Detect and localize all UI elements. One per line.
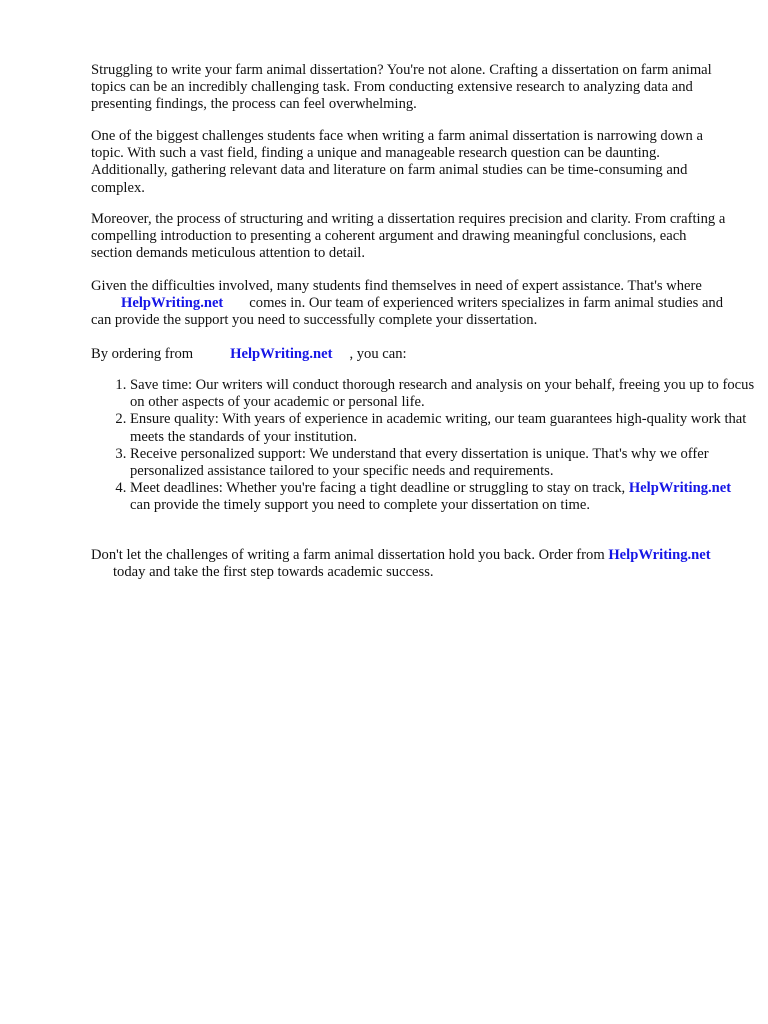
closing-text-after: today and take the first step towards academic success. <box>113 564 434 581</box>
ordering-text-before: By ordering from <box>91 346 194 362</box>
helpwriting-link[interactable]: HelpWriting.net <box>230 346 333 362</box>
list-item: 3. Receive personalized support: We understand that every dissertation is unique. That's why we offer personalized assistance tailored to your specific needs and requirements. <box>130 446 760 480</box>
ordering-text-after: , you can: <box>349 346 407 362</box>
list-item <box>130 480 760 514</box>
closing-text-before: Don't let the challenges of writing a farm animal dissertation hold you back. Order from <box>91 547 605 563</box>
assistance-text-after: comes in. Our team of experienced writers specializes in farm animal studies and can provide the support you need to successfully complete your dissertation. <box>91 295 724 329</box>
assistance-paragraph <box>91 278 731 330</box>
challenges-paragraph: One of the biggest challenges students face when writing a farm animal dissertation is narrowing down a topic. With such a vast field, finding a unique and manageable research question can be daunting. Additionally, gathering relevant data and literature on farm animal studies can be time-consuming and complex. <box>91 128 703 196</box>
assistance-text-before: Given the difficulties involved, many students find themselves in need of expert assistance. That's where <box>91 278 702 294</box>
ordering-paragraph <box>91 346 731 363</box>
closing-paragraph <box>91 547 731 581</box>
helpwriting-link[interactable]: HelpWriting.net <box>121 295 224 312</box>
benefits-list <box>91 377 760 515</box>
list-item: 1. Save time: Our writers will conduct thorough research and analysis on your behalf, freeing you up to focus on other aspects of your academic or personal life. <box>130 377 760 411</box>
structuring-paragraph: Moreover, the process of structuring and writing a dissertation requires precision and clarity. From crafting a compelling introduction to presenting a coherent argument and drawing meaningful conclusions, each section demands meticulous attention to detail. <box>91 211 726 262</box>
list-item-text-after: can provide the timely support you need to complete your dissertation on time. <box>130 497 591 514</box>
intro-paragraph: Struggling to write your farm animal dissertation? You're not alone. Crafting a dissertation on farm animal topics can be an incredibly challenging task. From conducting extensive research to analyzing data and presenting findings, the process can feel overwhelming. <box>91 62 712 113</box>
list-item: 2. Ensure quality: With years of experience in academic writing, our team guarantees high-quality work that meets the standards of your institution. <box>130 411 760 445</box>
helpwriting-link[interactable]: HelpWriting.net <box>628 480 732 497</box>
list-item-text-before: Meet deadlines: Whether you're facing a tight deadline or struggling to stay on track, <box>130 480 626 497</box>
helpwriting-link[interactable]: HelpWriting.net <box>608 547 711 563</box>
